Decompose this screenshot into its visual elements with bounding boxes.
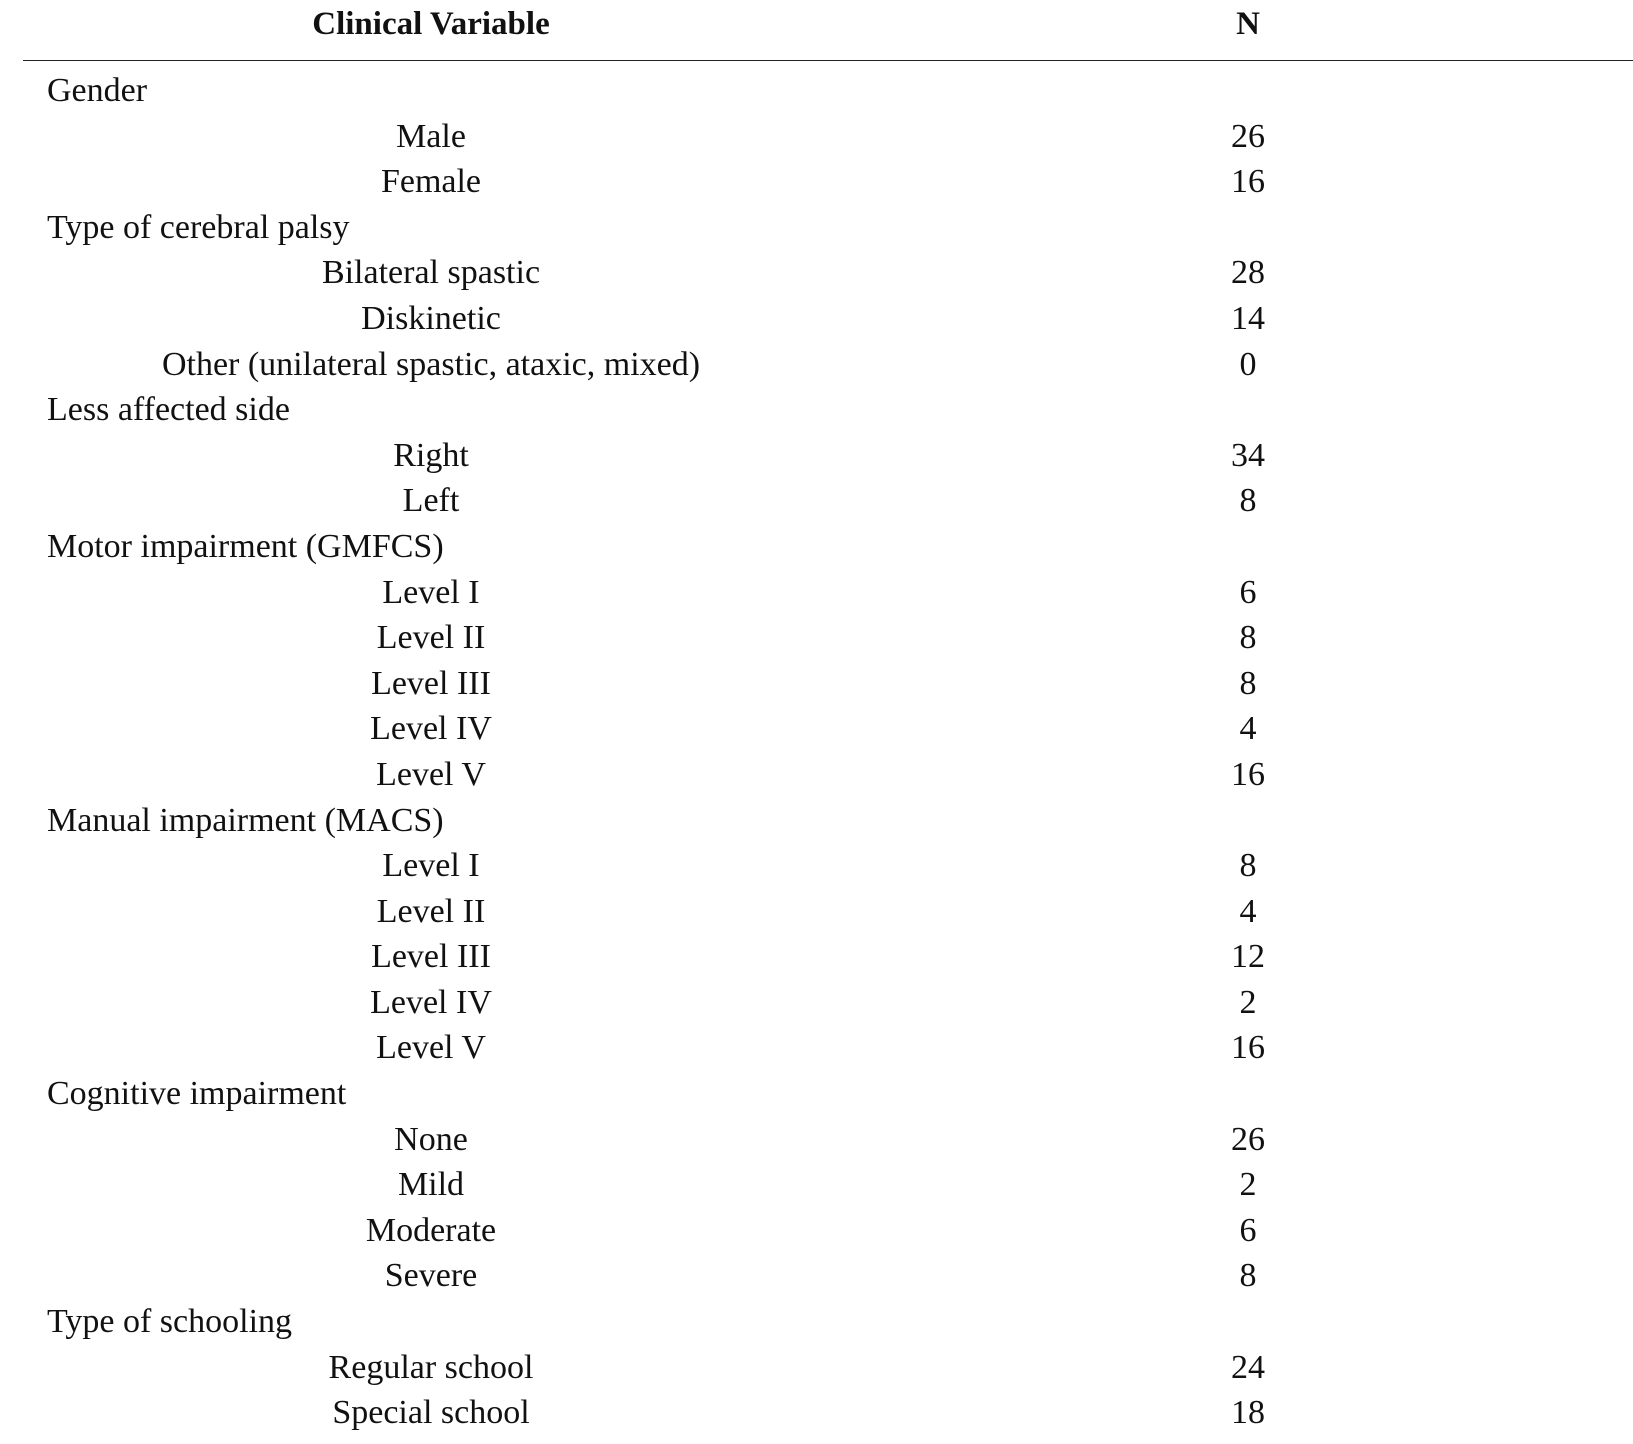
- header-clinical-variable: Clinical Variable: [312, 6, 550, 42]
- count-value: 8: [1239, 847, 1257, 885]
- count-value: 4: [1239, 892, 1257, 930]
- table-row: [0, 433, 1633, 479]
- variable-label: None: [394, 1120, 468, 1158]
- table-row: [0, 934, 1633, 980]
- count-value: 2: [1239, 1166, 1257, 1204]
- category-label: Manual impairment (MACS): [47, 801, 444, 839]
- table-row: [0, 661, 1633, 707]
- count-value: 8: [1239, 1257, 1257, 1295]
- variable-label: Level IV: [370, 710, 492, 748]
- category-row: [0, 798, 1633, 844]
- count-value: 6: [1239, 1211, 1257, 1249]
- variable-label: Diskinetic: [361, 299, 501, 337]
- category-label: Gender: [47, 72, 148, 109]
- table-row: [0, 615, 1633, 661]
- count-value: 26: [1231, 117, 1265, 155]
- table-row: [0, 889, 1633, 935]
- count-value: 16: [1231, 163, 1265, 201]
- variable-label: Level I: [382, 847, 480, 885]
- category-row: [0, 387, 1633, 433]
- count-value: 0: [1239, 345, 1257, 383]
- variable-label: Level II: [376, 619, 486, 657]
- table-row: [0, 296, 1633, 342]
- variable-label: Moderate: [365, 1211, 497, 1249]
- count-value: 26: [1231, 1120, 1265, 1158]
- table-row: [0, 478, 1633, 524]
- variable-label: Mild: [397, 1166, 465, 1204]
- count-value: 8: [1239, 482, 1257, 520]
- category-row: [0, 1299, 1633, 1345]
- variable-label: Regular school: [328, 1348, 534, 1386]
- category-label: Type of schooling: [47, 1303, 293, 1341]
- count-value: 2: [1239, 983, 1257, 1021]
- count-value: 8: [1239, 664, 1257, 702]
- category-label: Cognitive impairment: [47, 1075, 347, 1113]
- variable-label: Level IV: [370, 983, 492, 1021]
- table-body: [0, 68, 1633, 1436]
- category-row: [0, 205, 1633, 251]
- table-header: [0, 0, 1633, 58]
- count-value: 16: [1231, 1029, 1265, 1067]
- table-row: [0, 1117, 1633, 1163]
- header-n: N: [1236, 6, 1260, 42]
- table-row: [0, 342, 1633, 388]
- variable-label: Level V: [376, 755, 486, 793]
- variable-label: Left: [402, 482, 460, 520]
- table-row: [0, 752, 1633, 798]
- count-value: 24: [1231, 1348, 1265, 1386]
- table-row: [0, 159, 1633, 205]
- table-row: [0, 706, 1633, 752]
- variable-label: Level III: [371, 664, 491, 702]
- table-row: [0, 114, 1633, 160]
- category-label: Motor impairment (GMFCS): [47, 527, 444, 565]
- count-value: 14: [1231, 299, 1265, 337]
- table-row: [0, 1208, 1633, 1254]
- variable-label: Female: [380, 163, 482, 201]
- variable-label: Bilateral spastic: [321, 254, 541, 292]
- table-row: [0, 1253, 1633, 1299]
- variable-label: Level V: [376, 1029, 486, 1067]
- category-row: [0, 68, 1633, 114]
- header-rule: [23, 60, 1633, 61]
- variable-label: Level III: [371, 938, 491, 976]
- count-value: 16: [1231, 755, 1265, 793]
- variable-label: Male: [396, 117, 466, 155]
- table-row: [0, 1025, 1633, 1071]
- count-value: 34: [1231, 436, 1265, 474]
- count-value: 8: [1239, 619, 1257, 657]
- count-value: 4: [1239, 710, 1257, 748]
- count-value: 12: [1231, 938, 1265, 976]
- table-row: [0, 1390, 1633, 1436]
- variable-label: Level II: [376, 892, 486, 930]
- category-row: [0, 1071, 1633, 1117]
- category-label: Type of cerebral palsy: [47, 208, 350, 246]
- variable-label: Level I: [382, 573, 480, 611]
- table-row: [0, 1162, 1633, 1208]
- variable-label: Severe: [384, 1257, 478, 1295]
- count-value: 28: [1231, 254, 1265, 292]
- variable-label: Other (unilateral spastic, ataxic, mixed): [161, 345, 701, 383]
- table-row: [0, 980, 1633, 1026]
- variable-label: Special school: [332, 1394, 530, 1432]
- table-row: [0, 570, 1633, 616]
- category-row: [0, 524, 1633, 570]
- count-value: 18: [1231, 1394, 1265, 1432]
- table-row: [0, 250, 1633, 296]
- category-label: Less affected side: [47, 391, 290, 429]
- variable-label: Right: [393, 436, 469, 474]
- count-value: 6: [1239, 573, 1257, 611]
- table-row: [0, 1345, 1633, 1391]
- table-row: [0, 843, 1633, 889]
